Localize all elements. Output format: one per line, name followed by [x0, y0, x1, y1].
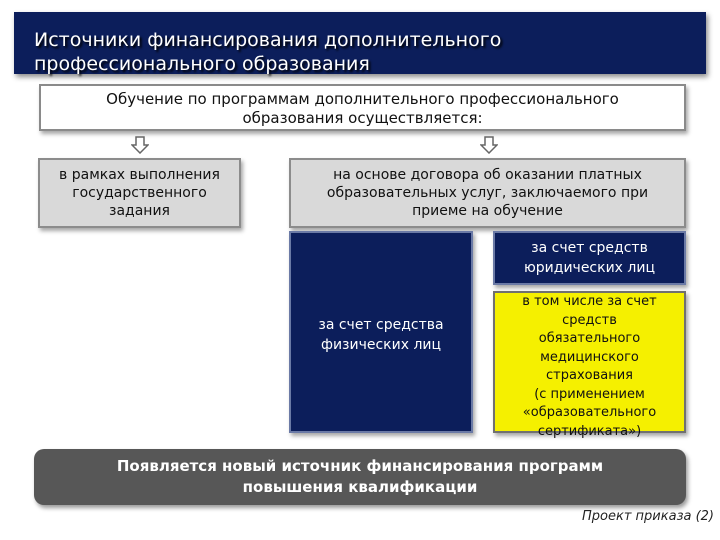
state-assignment-line-2: государственного — [72, 185, 207, 201]
insurance-line-6: (с применением — [534, 386, 645, 402]
banner-line-1: Появляется новый источник финансирования программ — [116, 457, 604, 475]
down-arrow-right-icon — [480, 136, 498, 154]
slide-title-line-2: профессионального образования — [34, 53, 370, 75]
banner-line-2: повышения квалификации — [242, 478, 478, 496]
paid-contract-box — [289, 158, 686, 228]
state-assignment-box — [38, 158, 241, 228]
slide-title-line-1: Источники финансирования дополнительного — [34, 29, 502, 51]
individuals-line-2: физических лиц — [320, 337, 442, 353]
down-arrow-left-icon — [131, 136, 149, 154]
individuals-line-1: за счет средства — [318, 317, 444, 333]
paid-contract-line-1: на основе договора об оказании платных — [333, 167, 642, 183]
intro-box — [39, 84, 686, 131]
insurance-line-2: средств — [562, 312, 617, 328]
intro-line-2: образования осуществляется: — [242, 109, 483, 127]
insurance-line-1: в том числе за счет — [522, 294, 657, 309]
insurance-line-4: медицинского — [540, 349, 639, 365]
state-assignment-line-3: задания — [109, 203, 170, 219]
slide-title — [34, 28, 694, 76]
legal-entities-line-1: за счет средств — [531, 240, 648, 256]
insurance-line-7: «образовательного — [522, 405, 657, 420]
insurance-line-3: обязательного — [538, 331, 641, 346]
state-assignment-line-1: в рамках выполнения — [59, 167, 220, 183]
intro-line-1: Обучение по программам дополнительного профессионального — [106, 90, 619, 108]
paid-contract-line-3: приеме на обучение — [412, 203, 563, 219]
title-bar — [14, 12, 706, 74]
legal-entities-line-2: юридических лиц — [524, 260, 655, 276]
legal-entities-funds-box — [493, 231, 686, 285]
insurance-line-5: страхования — [546, 368, 633, 383]
individuals-funds-box — [289, 231, 473, 433]
paid-contract-line-2: образовательных услуг, заключаемого при — [326, 185, 649, 201]
medical-insurance-box — [493, 291, 686, 439]
insurance-line-8: сертификата») — [537, 423, 642, 439]
new-funding-source-banner — [34, 449, 686, 505]
footnote: Проект приказа (2) — [582, 509, 714, 524]
